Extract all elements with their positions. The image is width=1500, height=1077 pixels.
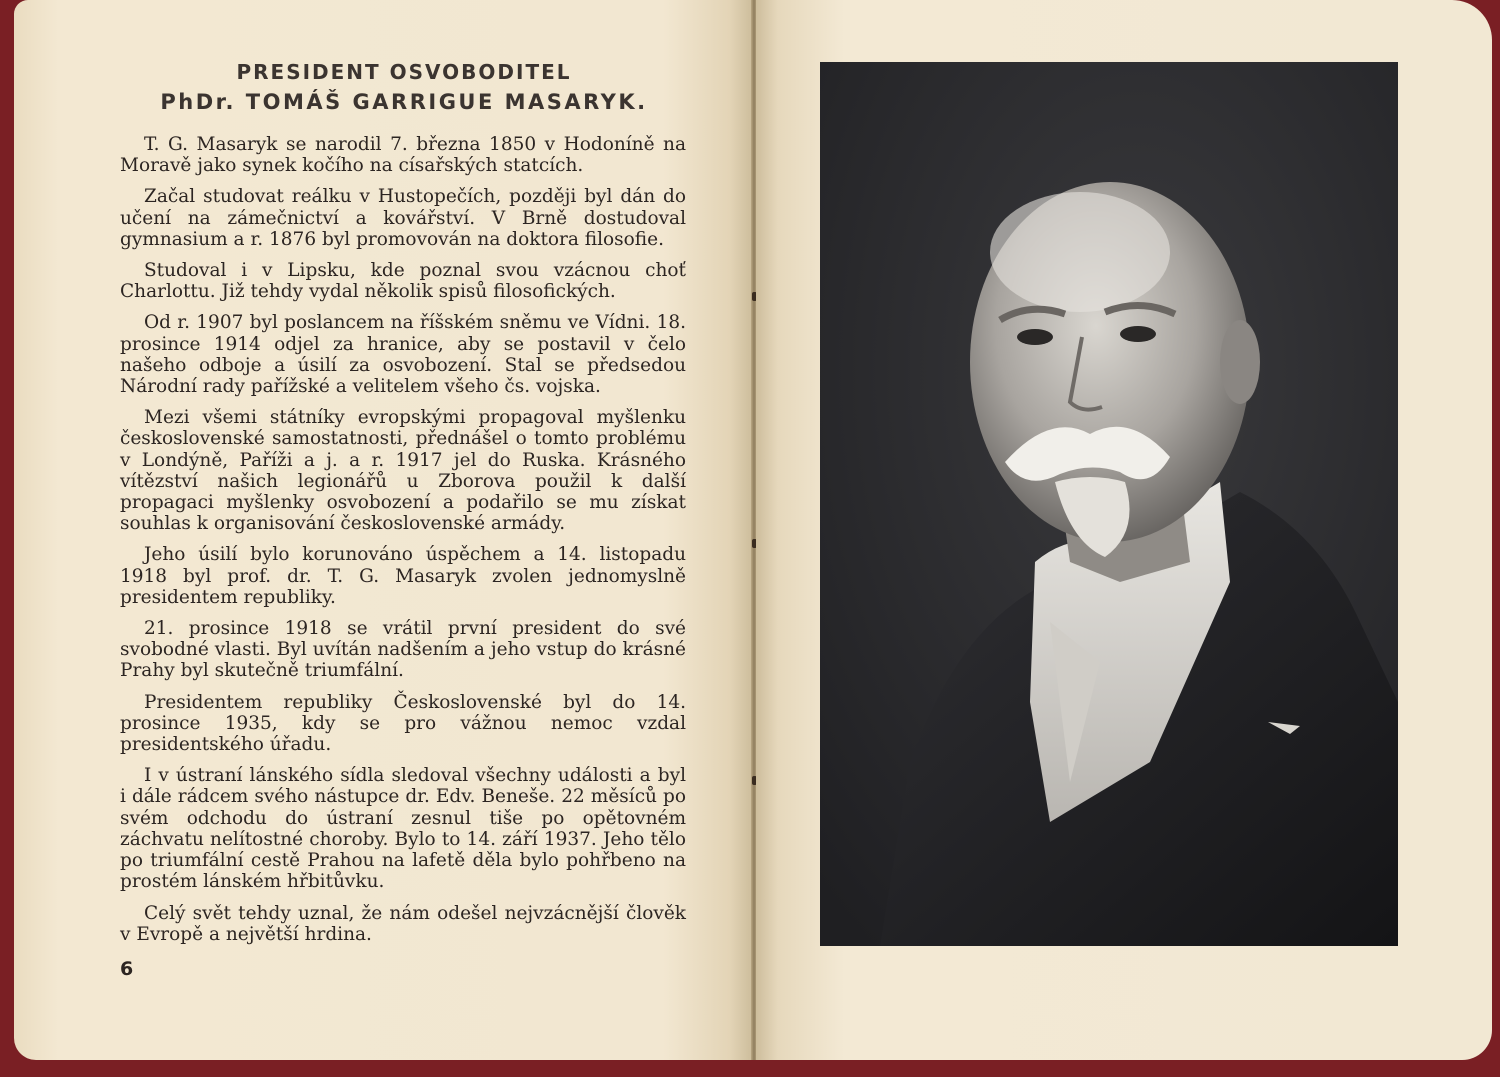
portrait-photo-icon <box>820 62 1398 946</box>
paragraph: Mezi všemi státníky evropskými propagoval myšlenku československé samostatnosti, přednášel o tomto problému v Londýně, Paříži a j. a r. 1917 jel do Ruska. Krásného vítězství našich legionářů u Zborova použil k další propagaci myšlenky osvobození a podařilo se mu získat souhlas k organisování československé armády. <box>120 407 686 535</box>
paragraph: T. G. Masaryk se narodil 7. března 1850 v Hodoníně na Moravě jako synek kočího na císařských statcích. <box>120 134 686 177</box>
page-number: 6 <box>120 958 134 980</box>
paragraph: I v ústraní lánského sídla sledoval všechny události a byl i dále rádcem svého nástupce dr. Edv. Beneše. 22 měsíců po svém odchodu do ústraní zesnul tiše po opětovném záchvatu nelítostné choroby. Bylo to 14. září 1937. Jeho tělo po triumfální cestě Prahou na lafetě děla bylo pohřbeno na prostém lánském hřbitůvku. <box>120 765 686 893</box>
left-page <box>14 0 752 1060</box>
paragraph: Od r. 1907 byl poslancem na říšském sněmu ve Vídni. 18. prosince 1914 odjel za hranice, aby se postavil v čelo našeho odboje a úsilí za osvobození. Stal se předsedou Národní rady pařížské a velitelem všeho čs. vojska. <box>120 312 686 398</box>
page-subtitle: PhDr. TOMÁŠ GARRIGUE MASARYK. <box>160 90 648 114</box>
paragraph: Studoval i v Lipsku, kde poznal svou vzácnou choť Charlottu. Již tehdy vydal několik spisů filosofických. <box>120 260 686 303</box>
paragraph: Jeho úsilí bylo korunováno úspěchem a 14. listopadu 1918 byl prof. dr. T. G. Masaryk zvolen jednomyslně presidentem republiky. <box>120 544 686 608</box>
page-title: PRESIDENT OSVOBODITEL <box>236 60 572 84</box>
open-booklet <box>4 0 1496 1077</box>
paragraph: Začal studovat reálku v Hustopečích, později byl dán do učení na zámečnictví a kovářství. V Brně dostudoval gymnasium a r. 1876 byl promovován na doktora filosofie. <box>120 186 686 250</box>
biography-text <box>120 134 686 955</box>
paragraph: 21. prosince 1918 se vrátil první president do své svobodné vlasti. Byl uvítán nadšením a jeho vstup do krásné Prahy byl skutečně triumfální. <box>120 618 686 682</box>
paragraph: Presidentem republiky Československé byl do 14. prosince 1935, kdy se pro vážnou nemoc vzdal presidentského úřadu. <box>120 691 686 756</box>
paragraph: Celý svět tehdy uznal, že nám odešel nejvzácnější člověk v Evropě a největší hrdina. <box>120 902 686 945</box>
